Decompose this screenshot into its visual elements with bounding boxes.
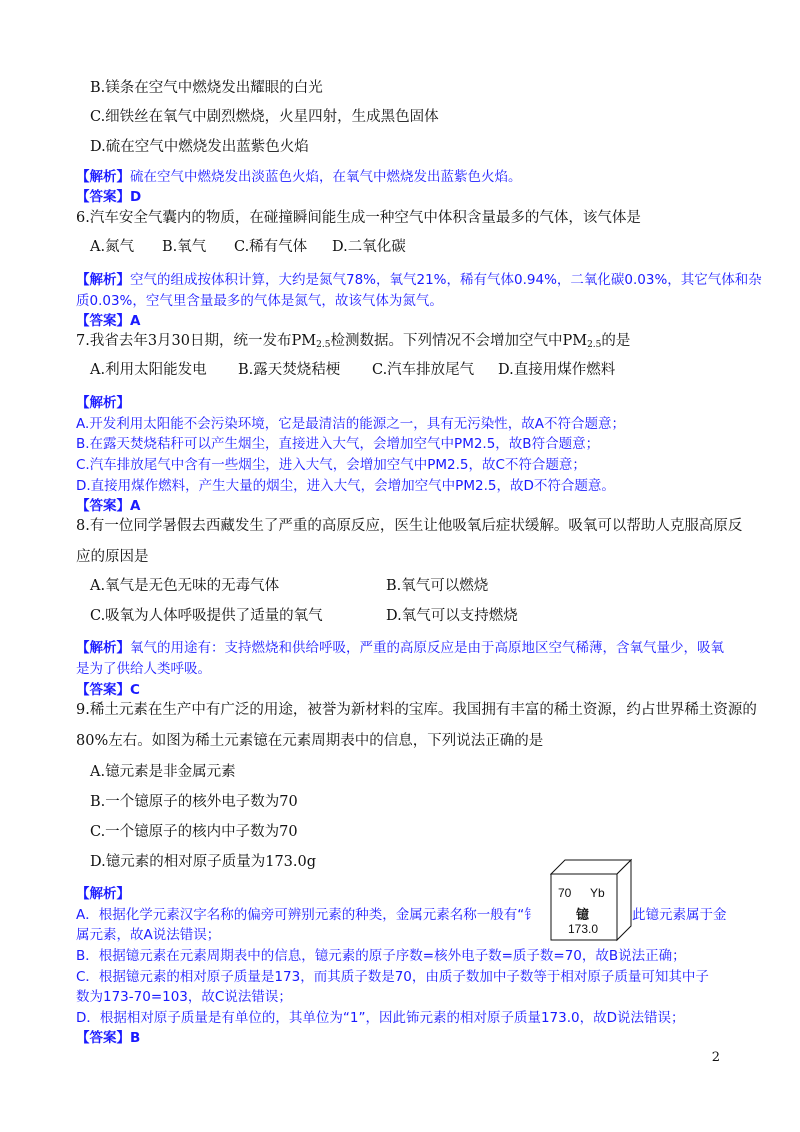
analysis-tag: 【解析】 xyxy=(76,272,130,288)
q6-options xyxy=(90,237,406,257)
q6-option-c: C.稀有气体 xyxy=(234,239,308,255)
q7-analysis-c: C.汽车排放尾气中含有一些烟尘，进入大气，会增加空气中PM2.5，故C不符合题意； xyxy=(76,457,586,473)
q6-option-b: B.氧气 xyxy=(162,239,207,255)
q9-analysis-b: B．根据镱元素在元素周期表中的信息，镱元素的原子序数=核外电子数=质子数=70，故B说法正确； xyxy=(76,948,686,964)
element-atomic-mass: 173.0 xyxy=(568,922,599,936)
q9-analysis-d: D．根据相对原子质量是有单位的，其单位为“1”，因此钸元素的相对原子质量173.0，故D说法错误； xyxy=(76,1010,685,1026)
q6-option-d: D.二氧化碳 xyxy=(332,239,406,255)
q7-option-c: C.汽车排放尾气 xyxy=(372,362,475,378)
q7-option-a: A.利用太阳能发电 xyxy=(90,362,207,378)
q8-analysis-line2: 是为了供给人类呼吸。 xyxy=(76,661,211,677)
element-symbol: Yb xyxy=(590,886,605,900)
q5-option-c: C.细铁丝在氧气中剧烈燃烧，火星四射，生成黑色固体 xyxy=(90,109,439,125)
q9-analysis-tag: 【解析】 xyxy=(76,886,130,902)
element-card-ytterbium xyxy=(550,856,632,942)
q7-stem-part1: 7.我省去年3月30日期，统一发布PM xyxy=(76,333,317,349)
analysis-tag: 【解析】 xyxy=(76,169,130,185)
q7-stem-part2: 检测数据。下列情况不会增加空气中PM xyxy=(330,333,588,349)
q9-analysis-c: C．根据镱元素的相对原子质量是173，而其质子数是70，由质子数加中子数等于相对原子质量可知其中子 xyxy=(76,969,709,985)
page-number: 2 xyxy=(711,1050,720,1065)
q7-analysis-tag: 【解析】 xyxy=(76,395,130,411)
q6-answer: 【答案】A xyxy=(76,313,141,329)
q7-stem xyxy=(76,331,630,355)
q6-analysis xyxy=(76,270,762,290)
q8-option-c: C.吸氧为人体呼吸提供了适量的氧气 xyxy=(90,608,323,624)
q7-subscript-1: 2.5 xyxy=(316,340,331,350)
q6-analysis-line2: 质0.03%，空气里含量最多的气体是氮气，故该气体为氮气。 xyxy=(76,293,443,309)
q7-subscript-2: 2.5 xyxy=(587,340,602,350)
q7-stem-part3: 的是 xyxy=(601,333,631,349)
q9-analysis-a-line2: 属元素，故A说法错误； xyxy=(76,927,221,943)
element-name: 镱 xyxy=(576,907,590,922)
q5-analysis xyxy=(76,167,522,187)
q8-stem-line2: 应的原因是 xyxy=(76,549,149,565)
q6-option-a: A.氮气 xyxy=(90,239,135,255)
q9-option-b: B.一个镱原子的核外电子数为70 xyxy=(90,794,298,810)
q7-analysis-a: A.开发利用太阳能不会污染环境，它是最清洁的能源之一，具有无污染性，故A不符合题意； xyxy=(76,416,626,432)
q9-analysis-c-line2: 数为173-70=103，故C说法错误； xyxy=(76,989,292,1005)
q7-option-b: B.露天焚烧秸梗 xyxy=(238,362,341,378)
q8-option-a: A.氧气是无色无味的无毒气体 xyxy=(90,578,280,594)
q7-answer: 【答案】A xyxy=(76,498,141,514)
q7-options xyxy=(90,360,615,380)
q5-option-d: D.硫在空气中燃烧发出蓝紫色火焰 xyxy=(90,139,309,155)
q9-option-d: D.镱元素的相对原子质量为173.0g xyxy=(90,854,317,870)
analysis-text: 氧气的用途有：支持燃烧和供给呼吸，严重的高原反应是由于高原地区空气稀薄，含氧气量少，吸氧 xyxy=(130,640,724,656)
q9-option-c: C.一个镱原子的核内中子数为70 xyxy=(90,824,298,840)
q8-stem-line1: 8.有一位同学暑假去西藏发生了严重的高原反应，医生让他吸氧后症状缓解。吸氧可以帮助人克服高原反 xyxy=(76,518,743,534)
analysis-text: 硫在空气中燃烧发出淡蓝色火焰，在氧气中燃烧发出蓝紫色火焰。 xyxy=(130,169,522,185)
q7-option-d: D.直接用煤作燃料 xyxy=(498,362,616,378)
q8-option-b: B.氧气可以燃烧 xyxy=(386,578,489,594)
q8-answer: 【答案】C xyxy=(76,682,140,698)
q9-analysis-a-right: 此镱元素属于金 xyxy=(632,907,727,923)
element-atomic-number: 70 xyxy=(558,886,572,900)
q6-stem: 6.汽车安全气囊内的物质，在碰撞瞬间能生成一种空气中体积含量最多的气体，该气体是 xyxy=(76,210,641,226)
q7-analysis-d: D.直接用煤作燃料，产生大量的烟尘，进入大气，会增加空气中PM2.5，故D不符合题意。 xyxy=(76,478,615,494)
q5-answer: 【答案】D xyxy=(76,189,142,205)
q9-stem-line1: 9.稀土元素在生产中有广泛的用途，被誉为新材料的宝库。我国拥有丰富的稀土资源，约占世界稀土资源的 xyxy=(76,702,757,718)
q9-option-a: A.镱元素是非金属元素 xyxy=(90,764,236,780)
q9-analysis-a-left: A．根据化学元素汉字名称的偏旁可辨别元素的种类，金属元素名称一般有“钅 xyxy=(76,907,538,923)
q7-analysis-b: B.在露天焚烧秸秆可以产生烟尘，直接进入大气，会增加空气中PM2.5，故B符合题意； xyxy=(76,436,600,452)
q8-analysis xyxy=(76,638,724,658)
analysis-tag: 【解析】 xyxy=(76,640,130,656)
q8-option-d: D.氧气可以支持燃烧 xyxy=(386,608,518,624)
q9-stem-line2: 80%左右。如图为稀土元素镱在元素周期表中的信息，下列说法正确的是 xyxy=(76,733,544,749)
q9-answer: 【答案】B xyxy=(76,1030,141,1046)
q5-option-b: B.镁条在空气中燃烧发出耀眼的白光 xyxy=(90,80,323,96)
analysis-text: 空气的组成按体积计算，大约是氮气78%，氧气21%，稀有气体0.94%，二氧化碳0.03%，其它气体和杂 xyxy=(130,272,762,288)
